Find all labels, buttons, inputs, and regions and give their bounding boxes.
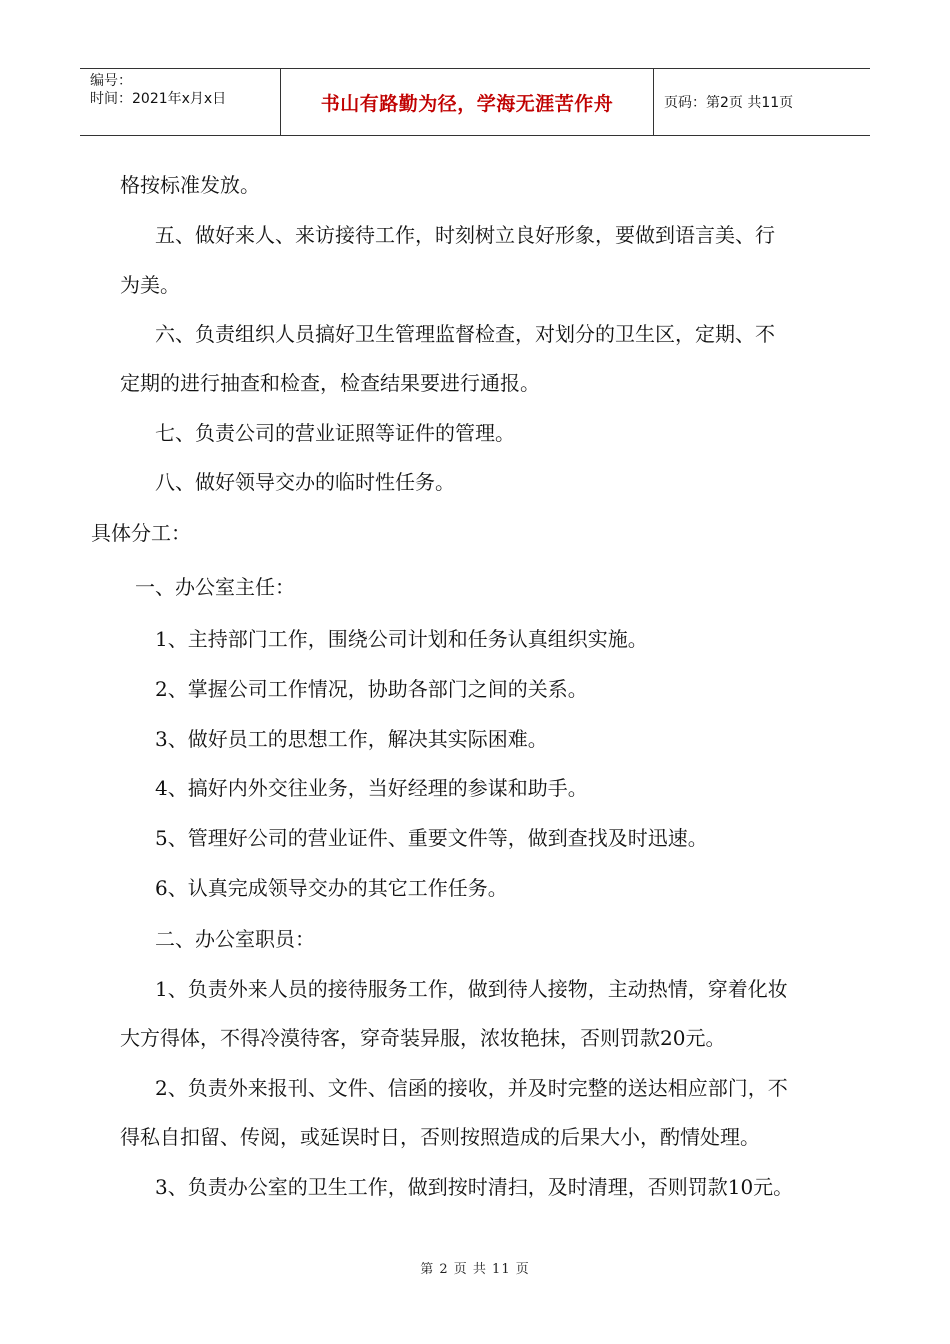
document-header	[80, 68, 870, 136]
body-line: 七、负责公司的营业证照等证件的管理。	[155, 421, 515, 445]
body-line: 格按标准发放。	[120, 173, 260, 197]
section-heading: 具体分工：	[91, 521, 191, 545]
body-line: 2、负责外来报刊、文件、信函的接收，并及时完整的送达相应部门，不	[155, 1076, 788, 1100]
body-line: 大方得体，不得冷漠待客，穿奇装异服，浓妆艳抹，否则罚款20元。	[120, 1026, 726, 1050]
body-line: 2、掌握公司工作情况，协助各部门之间的关系。	[155, 677, 588, 701]
body-line: 六、负责组织人员搞好卫生管理监督检查，对划分的卫生区，定期、不	[155, 322, 775, 346]
body-line: 1、主持部门工作，围绕公司计划和任务认真组织实施。	[155, 627, 648, 651]
body-line: 4、搞好内外交往业务，当好经理的参谋和助手。	[155, 776, 588, 800]
body-line: 5、管理好公司的营业证件、重要文件等，做到查找及时迅速。	[155, 826, 708, 850]
header-page-info: 页码：第2页 共11页	[664, 95, 794, 111]
body-line: 1、负责外来人员的接待服务工作，做到待人接物，主动热情，穿着化妆	[155, 977, 788, 1001]
document-date-label: 时间：2021年x月x日	[90, 91, 227, 107]
subsection-heading: 二、办公室职员：	[155, 927, 315, 951]
body-line: 3、做好员工的思想工作，解决其实际困难。	[155, 727, 548, 751]
body-line: 为美。	[120, 273, 180, 297]
body-line: 3、负责办公室的卫生工作，做到按时清扫，及时清理，否则罚款10元。	[155, 1175, 794, 1199]
body-line: 八、做好领导交办的临时性任务。	[155, 470, 455, 494]
header-motto: 书山有路勤为径，学海无涯苦作舟	[281, 69, 654, 135]
header-meta	[80, 69, 281, 135]
subsection-heading: 一、办公室主任：	[135, 575, 295, 599]
body-line: 6、认真完成领导交办的其它工作任务。	[155, 876, 508, 900]
body-line: 定期的进行抽查和检查，检查结果要进行通报。	[120, 371, 540, 395]
document-number-label: 编号：	[90, 73, 132, 89]
body-line: 五、做好来人、来访接待工作，时刻树立良好形象，要做到语言美、行	[155, 223, 775, 247]
page-footer: 第 2 页 共 11 页	[420, 1262, 530, 1277]
body-line: 得私自扣留、传阅，或延误时日，否则按照造成的后果大小，酌情处理。	[120, 1125, 760, 1149]
